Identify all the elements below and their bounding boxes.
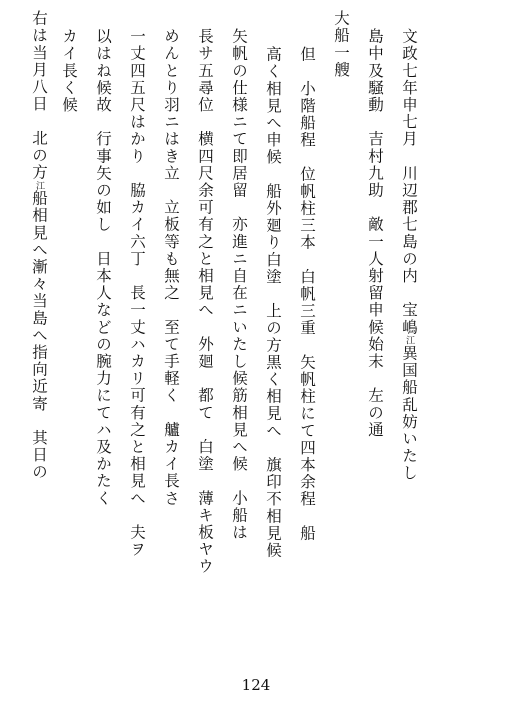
text-line-12-main: 右は当月八日 北の方 [30,10,48,181]
annotation-note-12: 江 [34,181,44,190]
text-line-8: めんとり羽ニはき立 立板等も無之 至て手軽く 艫カイ長さ [162,28,180,507]
text-line-1 [401,28,417,482]
text-line-7: 長サ五尋位 横四尺余可有之と相見へ 外廻 都て 白塗 薄キ板ヤウ [196,28,214,576]
text-line-2: 島中及騒動 吉村九助 敵一人射留申候始末 左の通 [366,28,384,439]
text-line-3: 大船一艘 [332,10,350,79]
text-line-9: 一丈四五尺はかり 脇カイ六丁 長一丈ハカリ可有之と相見へ 夫ヲ [128,28,146,559]
text-line-10: 以はね候故 行事矢の如し 日本人などの腕力にてハ及かたく [94,28,112,507]
text-line-11: カイ長く候 [60,28,78,114]
text-line-12 [31,10,47,481]
text-line-12-tail: 船相見へ漸々当島へ指向近寄 其日の [30,190,48,481]
text-line-1-tail: 異国船乱妨いたし [400,344,418,482]
text-line-6: 矢帆の仕様ニて即居留 亦進ニ自在ニいたし候筋相見へ候 小船は [230,28,248,541]
text-line-4: 但 小階船程 位帆柱三本 白帆三重 矢帆柱にて四本余程 船 [298,46,316,542]
annotation-note-1: 江 [404,335,414,345]
text-line-1-main: 文政七年申七月 川辺郡七島の内 宝嶋 [400,28,418,336]
text-line-5: 高く相見へ申候 船外廻り白塗 上の方黒く相見へ 旗印不相見候 [264,46,282,559]
page-number: 124 [241,676,271,694]
